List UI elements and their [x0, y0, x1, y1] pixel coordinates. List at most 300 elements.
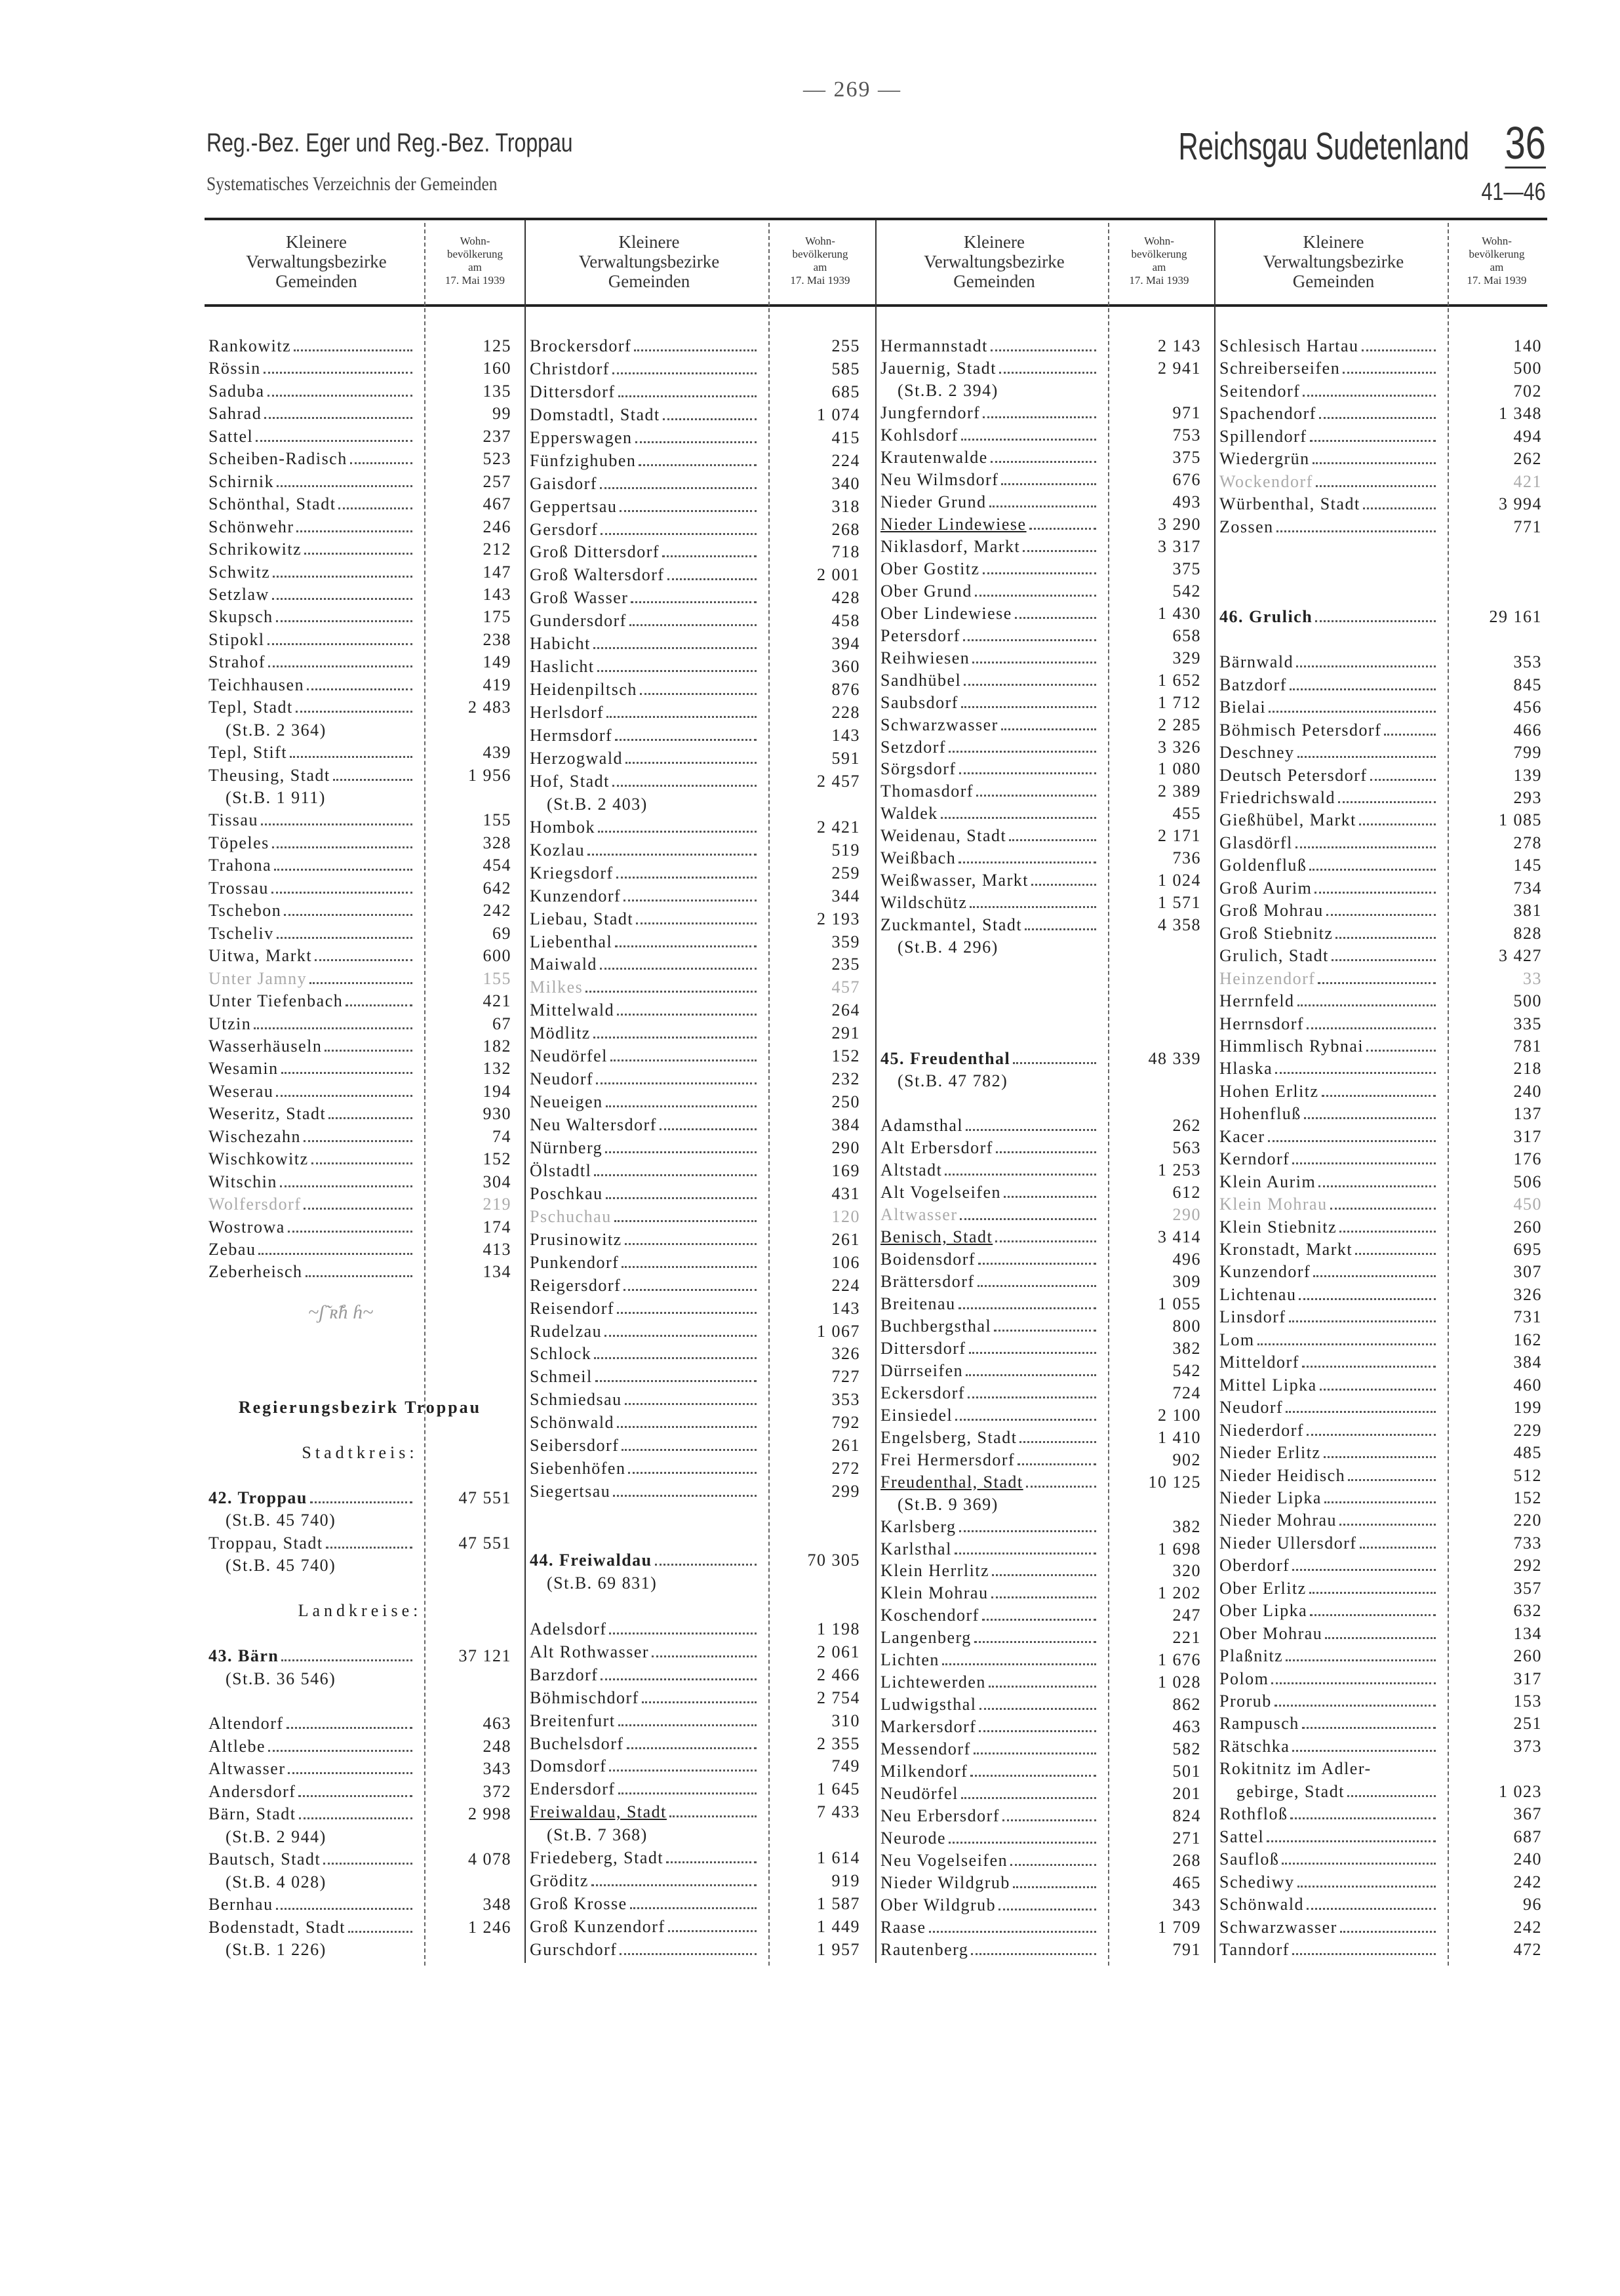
- table-row: [530, 519, 860, 540]
- population-value: 3 317: [1158, 536, 1201, 556]
- table-row: [1219, 1420, 1542, 1441]
- dot-leader: [617, 1014, 757, 1016]
- dot-leader: [628, 1472, 757, 1474]
- municipality-name: Breitenfurt: [530, 1711, 618, 1732]
- population-value: 394: [831, 634, 860, 654]
- dot-leader: [294, 349, 412, 351]
- dot-leader: [271, 892, 412, 894]
- dot-leader: [606, 716, 757, 718]
- municipality-name: 46. Grulich: [1219, 606, 1315, 627]
- dot-leader: [612, 372, 757, 374]
- table-row: [208, 855, 511, 876]
- table-row: [530, 382, 860, 403]
- dot-leader: [284, 914, 412, 916]
- header-line: 17. Mai 1939: [445, 274, 505, 287]
- population-value: 734: [1513, 878, 1542, 898]
- heading-text: Stadtkreis:: [302, 1443, 418, 1463]
- municipality-name: Brättersdorf: [880, 1271, 978, 1292]
- table-row: [1219, 381, 1542, 402]
- dot-leader: [640, 693, 757, 695]
- table-row: [530, 932, 860, 953]
- dot-leader: [323, 1863, 412, 1865]
- table-row: [1219, 1578, 1542, 1599]
- dot-leader: [1286, 1411, 1436, 1413]
- population-value: 250: [831, 1092, 860, 1112]
- dot-leader: [1307, 1434, 1436, 1436]
- table-row: [880, 1806, 1201, 1827]
- dot-leader: [1347, 1795, 1436, 1797]
- municipality-name: (St.B. 36 546): [226, 1669, 338, 1690]
- table-row: [880, 1516, 1201, 1537]
- municipality-name: Groß Waltersdorf: [530, 564, 667, 585]
- right-number: 36: [1505, 117, 1546, 168]
- municipality-name: Altendorf: [208, 1713, 286, 1734]
- table-row: [1219, 833, 1542, 854]
- dot-leader: [613, 1495, 757, 1497]
- municipality-name: Domstadtl, Stadt: [530, 405, 663, 426]
- dot-leader: [272, 598, 412, 600]
- statistical-note: [208, 787, 511, 808]
- dot-leader: [276, 1095, 412, 1097]
- municipality-name: Weidenau, Stadt: [880, 825, 1009, 846]
- municipality-name: Herzogwald: [530, 748, 625, 769]
- population-value: 268: [1172, 1851, 1201, 1870]
- population-value: 153: [1513, 1692, 1542, 1711]
- municipality-name: Nieder Heidisch: [1219, 1465, 1348, 1486]
- dot-leader: [1302, 1727, 1436, 1729]
- municipality-name: Polom: [1219, 1669, 1271, 1690]
- municipality-name: Groß Aurim: [1219, 878, 1314, 899]
- population-value: 357: [1513, 1578, 1542, 1598]
- column-header-name: [1219, 223, 1448, 312]
- dot-leader: [616, 877, 757, 879]
- municipality-name: Oberdorf: [1219, 1555, 1292, 1576]
- statistical-note: [880, 1071, 1201, 1092]
- municipality-name: Siegertsau: [530, 1481, 613, 1502]
- municipality-name: Gröditz: [530, 1870, 591, 1891]
- dot-leader: [601, 533, 757, 535]
- table-row: [1219, 1849, 1542, 1870]
- table-row: [530, 1000, 860, 1021]
- municipality-name: (St.B. 1 226): [226, 1939, 329, 1960]
- municipality-name: Ober Grund: [880, 581, 975, 602]
- table-row: [880, 536, 1201, 557]
- dot-leader: [1332, 959, 1436, 961]
- population-value: 1 080: [1158, 759, 1201, 779]
- municipality-name: Milkes: [530, 977, 585, 998]
- population-value: 268: [831, 519, 860, 539]
- table-row: [1219, 1736, 1542, 1757]
- table-row: [530, 1366, 860, 1387]
- page-number: — 269 —: [803, 77, 901, 102]
- statistical-note: [208, 1510, 511, 1531]
- municipality-name: Frei Hermersdorf: [880, 1450, 1017, 1471]
- dot-leader: [617, 1426, 757, 1428]
- population-value: 799: [1513, 743, 1542, 762]
- municipality-name: Neudorf: [1219, 1397, 1286, 1418]
- statistical-note: [208, 1939, 511, 1960]
- municipality-name: Unter Jamny: [208, 968, 309, 989]
- dot-leader: [1330, 1208, 1436, 1210]
- population-value: 519: [831, 840, 860, 860]
- population-value: 1 430: [1158, 603, 1201, 623]
- municipality-name: Dürrseifen: [880, 1360, 966, 1381]
- municipality-name: Böhmisch Petersdorf: [1219, 720, 1384, 741]
- dot-leader: [1335, 937, 1436, 939]
- population-value: 143: [831, 726, 860, 745]
- population-value: 293: [1513, 788, 1542, 807]
- table-row: [1219, 1397, 1542, 1418]
- municipality-name: Nürnberg: [530, 1138, 605, 1158]
- dot-leader: [309, 982, 412, 984]
- table-row: [530, 1138, 860, 1158]
- table-row: [880, 1316, 1201, 1337]
- dot-leader: [1343, 372, 1436, 374]
- population-value: 2 061: [817, 1642, 860, 1661]
- municipality-name: Mittel Lipka: [1219, 1375, 1320, 1396]
- dot-leader: [1276, 530, 1436, 532]
- table-row: [1219, 1172, 1542, 1193]
- table-row: [530, 1229, 860, 1250]
- table-row: [208, 1014, 511, 1035]
- population-value: 343: [1172, 1895, 1201, 1915]
- table-row: [208, 1194, 511, 1215]
- dot-leader: [970, 906, 1096, 908]
- municipality-name: Kronstadt, Markt: [1219, 1239, 1355, 1260]
- table-row: [208, 765, 511, 786]
- population-value: 309: [1172, 1271, 1201, 1291]
- table-row: [1219, 358, 1542, 379]
- table-row: [1219, 1375, 1542, 1396]
- municipality-name: Nieder Lindewiese: [880, 514, 1029, 535]
- section-heading: [208, 1442, 511, 1463]
- population-value: 1 023: [1499, 1781, 1542, 1801]
- municipality-name: Groß Stiebnitz: [1219, 923, 1335, 944]
- municipality-name: Sörgsdorf: [880, 759, 959, 780]
- population-value: 1 024: [1158, 871, 1201, 890]
- population-value: 248: [483, 1736, 511, 1756]
- dot-leader: [1339, 1231, 1436, 1233]
- header-line: bevölkerung: [792, 248, 848, 260]
- population-value: 348: [483, 1895, 511, 1914]
- population-value: 143: [831, 1298, 860, 1318]
- municipality-name: Rautenberg: [880, 1939, 971, 1960]
- population-value: 500: [1513, 359, 1542, 378]
- table-row: [880, 1605, 1201, 1626]
- population-value: 343: [483, 1759, 511, 1779]
- dot-leader: [1290, 688, 1436, 690]
- table-row: [880, 1627, 1201, 1648]
- dot-leader: [600, 487, 757, 489]
- district-row: [208, 1646, 511, 1667]
- column-header-name: [530, 223, 768, 312]
- municipality-name: Scheiben-Radisch: [208, 448, 350, 469]
- population-value: 155: [483, 810, 511, 830]
- population-value: 240: [1513, 1850, 1542, 1869]
- municipality-name: Mitteldorf: [1219, 1352, 1302, 1373]
- municipality-name: Andersdorf: [208, 1781, 298, 1802]
- header-line: 17. Mai 1939: [790, 274, 850, 287]
- dot-leader: [593, 647, 757, 649]
- population-value: 317: [1513, 1126, 1542, 1146]
- dot-leader: [623, 900, 757, 901]
- table-row: [880, 1917, 1201, 1938]
- dot-leader: [994, 1330, 1096, 1332]
- population-value: 106: [831, 1252, 860, 1272]
- municipality-name: Reihwiesen: [880, 648, 972, 669]
- municipality-name: Kriegsdorf: [530, 863, 616, 884]
- population-value: 439: [483, 743, 511, 762]
- dot-leader: [606, 1105, 757, 1107]
- table-row: [880, 692, 1201, 713]
- table-row: [530, 1275, 860, 1296]
- municipality-name: Schirnik: [208, 471, 277, 492]
- table-row: [880, 1783, 1201, 1804]
- population-value: 930: [483, 1104, 511, 1124]
- population-value: 33: [1523, 968, 1542, 988]
- dot-leader: [612, 785, 757, 787]
- table-row: [530, 909, 860, 930]
- table-row: [530, 1206, 860, 1227]
- table-row: [1219, 697, 1542, 718]
- dot-leader: [1360, 1547, 1436, 1549]
- population-value: 232: [831, 1069, 860, 1089]
- population-value: 247: [1172, 1606, 1201, 1625]
- population-value: 261: [831, 1229, 860, 1249]
- table-row: [208, 652, 511, 673]
- table-row: [530, 1688, 860, 1709]
- municipality-name: Troppau, Stadt: [208, 1533, 326, 1554]
- population-value: 718: [831, 542, 860, 562]
- dot-leader: [298, 1795, 412, 1797]
- table-row: [208, 742, 511, 763]
- dot-leader: [1309, 869, 1436, 871]
- table-row: [1219, 968, 1542, 989]
- population-value: 731: [1513, 1307, 1542, 1327]
- population-value: 134: [483, 1262, 511, 1282]
- dot-leader: [976, 795, 1096, 797]
- table-row: [1219, 1217, 1542, 1238]
- municipality-name: Dittersdorf: [530, 382, 618, 403]
- dot-leader: [627, 1747, 757, 1749]
- dot-leader: [1292, 1953, 1436, 1955]
- dot-leader: [290, 756, 412, 758]
- table-row: [880, 469, 1201, 490]
- population-value: 1 253: [1158, 1160, 1201, 1179]
- dot-leader: [942, 1663, 1096, 1665]
- dot-leader: [1001, 728, 1096, 730]
- table-row: [530, 1870, 860, 1891]
- population-value: 174: [483, 1217, 511, 1237]
- municipality-name: Ober Erlitz: [1219, 1578, 1309, 1599]
- population-value: 224: [831, 1275, 860, 1295]
- population-value: 99: [492, 404, 511, 424]
- dot-leader: [1017, 1463, 1096, 1465]
- municipality-name: Weißbach: [880, 848, 958, 869]
- municipality-name: Groß Wasser: [530, 587, 631, 608]
- municipality-name: Neurode: [880, 1828, 949, 1849]
- table-row: [530, 587, 860, 608]
- municipality-name: Tschebon: [208, 900, 284, 921]
- population-value: 137: [1513, 1104, 1542, 1124]
- table-row: [208, 1036, 511, 1057]
- table-row: [880, 1338, 1201, 1359]
- dot-leader: [587, 854, 757, 856]
- dot-leader: [304, 1140, 412, 1142]
- municipality-name: Gaisdorf: [530, 473, 600, 494]
- population-value: 724: [1172, 1383, 1201, 1402]
- municipality-name: Kohlsdorf: [880, 425, 961, 446]
- table-row: [1219, 1352, 1542, 1373]
- dot-leader: [998, 1909, 1096, 1910]
- dot-leader: [310, 1501, 412, 1503]
- population-value: 1 348: [1499, 404, 1542, 424]
- table-row: [530, 977, 860, 998]
- population-value: 971: [1172, 403, 1201, 422]
- municipality-name: Wiedergrün: [1219, 448, 1313, 469]
- municipality-name: Groß Mohrau: [1219, 900, 1326, 921]
- dot-leader: [622, 1449, 757, 1451]
- table-row: [530, 633, 860, 654]
- dot-leader: [958, 861, 1096, 863]
- municipality-name: Schreiberseifen: [1219, 358, 1343, 379]
- municipality-name: Raase: [880, 1917, 929, 1938]
- table-row: [530, 1252, 860, 1273]
- population-value: 162: [1513, 1330, 1542, 1349]
- dot-leader: [615, 739, 757, 741]
- dot-leader: [992, 1574, 1096, 1576]
- dot-leader: [597, 670, 757, 672]
- table-row: [1219, 1239, 1542, 1260]
- population-value: 1 028: [1158, 1673, 1201, 1692]
- population-value: 1 676: [1158, 1650, 1201, 1670]
- dot-leader: [618, 1792, 757, 1794]
- table-row: [880, 759, 1201, 780]
- municipality-name: Töpeles: [208, 833, 272, 854]
- municipality-name: Herrnsdorf: [1219, 1014, 1307, 1035]
- table-row: [880, 1694, 1201, 1715]
- population-value: 1 571: [1158, 893, 1201, 913]
- dot-leader: [1275, 1072, 1436, 1074]
- municipality-name: Schlock: [530, 1343, 594, 1364]
- table-row: [530, 748, 860, 769]
- dot-leader: [1010, 1864, 1096, 1866]
- municipality-name: Kunzendorf: [1219, 1261, 1313, 1282]
- municipality-name: Teichhausen: [208, 675, 307, 696]
- municipality-name: Tepl, Stadt: [208, 697, 296, 718]
- table-row: [880, 1716, 1201, 1737]
- table-row: [208, 448, 511, 469]
- table-row: [1219, 517, 1542, 538]
- dot-leader: [963, 639, 1096, 641]
- municipality-name: Friedrichswald: [1219, 787, 1338, 808]
- dot-leader: [1292, 1162, 1436, 1164]
- municipality-name: Jungferndorf: [880, 403, 983, 424]
- table-row: [530, 886, 860, 907]
- municipality-name: Barzdorf: [530, 1665, 601, 1686]
- municipality-name: Schönthal, Stadt: [208, 494, 338, 515]
- dot-leader: [983, 572, 1096, 574]
- population-value: 2 100: [1158, 1405, 1201, 1425]
- municipality-name: Witschin: [208, 1172, 280, 1193]
- dot-leader: [1314, 892, 1436, 894]
- population-value: 290: [1172, 1204, 1201, 1224]
- table-row: [880, 848, 1201, 869]
- table-row: [530, 1069, 860, 1090]
- dot-leader: [1370, 779, 1436, 781]
- table-row: [880, 1450, 1201, 1471]
- dot-leader: [326, 1547, 412, 1549]
- dot-leader: [1340, 1931, 1436, 1933]
- dot-leader: [280, 1185, 412, 1187]
- population-value: 2 355: [817, 1733, 860, 1753]
- municipality-name: Nieder Ullersdorf: [1219, 1533, 1360, 1554]
- municipality-name: Milkendorf: [880, 1761, 970, 1782]
- population-value: 771: [1513, 517, 1542, 536]
- population-value: 824: [1172, 1806, 1201, 1826]
- population-value: 415: [831, 427, 860, 447]
- table-row: [880, 1539, 1201, 1560]
- statistical-note: [530, 794, 860, 815]
- municipality-name: Theusing, Stadt: [208, 765, 333, 786]
- table-row: [1219, 1014, 1542, 1035]
- population-value: 2 466: [817, 1665, 860, 1684]
- dot-leader: [1292, 1569, 1436, 1571]
- municipality-name: Altstadt: [880, 1160, 945, 1181]
- table-row: [208, 336, 511, 357]
- dot-leader: [961, 706, 1096, 708]
- right-range: 41—46: [1481, 178, 1546, 206]
- population-value: 2 171: [1158, 826, 1201, 846]
- population-value: 132: [483, 1059, 511, 1079]
- municipality-name: Buchbergsthal: [880, 1316, 994, 1337]
- dot-leader: [991, 1596, 1096, 1598]
- dot-leader: [1025, 928, 1096, 930]
- population-value: 523: [483, 449, 511, 469]
- table-row: [208, 584, 511, 605]
- dot-leader: [1271, 1682, 1436, 1684]
- dot-leader: [1307, 1027, 1436, 1029]
- dot-leader: [1282, 1863, 1436, 1865]
- population-value: 359: [831, 932, 860, 951]
- municipality-name: Klein Herrlitz: [880, 1560, 992, 1581]
- population-value: 3 994: [1499, 494, 1542, 514]
- table-row: [1219, 1533, 1542, 1554]
- municipality-name: Ober Mohrau: [1219, 1623, 1325, 1644]
- dot-leader: [1274, 1705, 1436, 1707]
- municipality-name: Linsdorf: [1219, 1307, 1289, 1328]
- dot-leader: [1324, 1456, 1436, 1458]
- municipality-name: (St.B. 2 364): [226, 720, 329, 741]
- right-title: Reichsgau Sudetenland: [1178, 125, 1469, 168]
- table-row: [1219, 1036, 1542, 1057]
- dot-leader: [600, 968, 757, 970]
- municipality-name: Jauernig, Stadt: [880, 358, 999, 379]
- header-line: Wohn-: [1144, 235, 1174, 247]
- table-row: [208, 517, 511, 538]
- dot-leader: [591, 1884, 757, 1886]
- municipality-name: Batzdorf: [1219, 675, 1290, 696]
- dot-leader: [1267, 1840, 1436, 1842]
- table-row: [880, 1405, 1201, 1426]
- population-value: 512: [1513, 1465, 1542, 1485]
- population-value: 2 143: [1158, 336, 1201, 355]
- population-value: 160: [483, 359, 511, 378]
- municipality-name: Hermannstadt: [880, 336, 991, 357]
- table-row: [880, 825, 1201, 846]
- municipality-name: Utzin: [208, 1014, 254, 1035]
- population-value: 257: [483, 471, 511, 491]
